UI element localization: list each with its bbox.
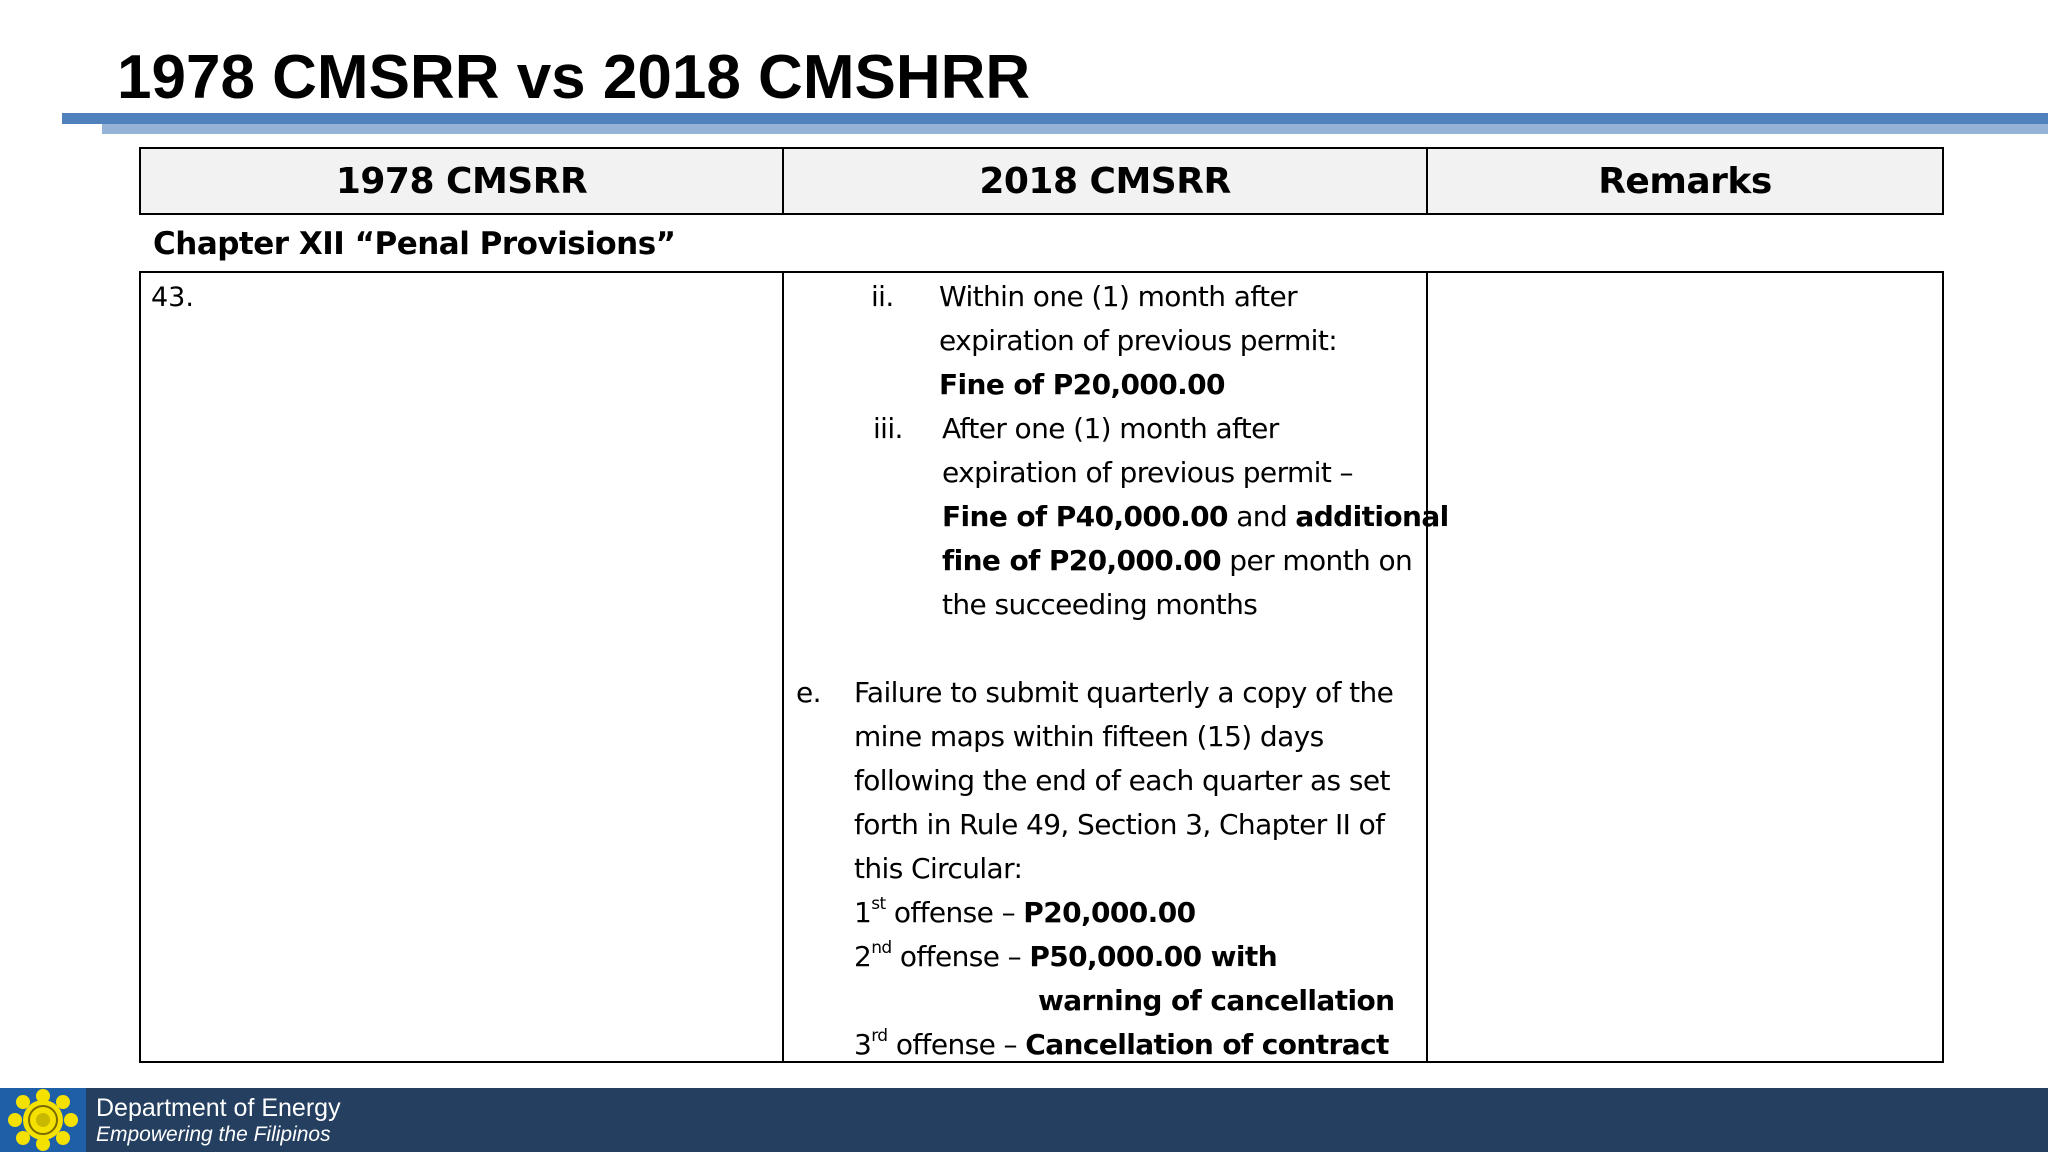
item-e-line-2: mine maps within fifteen (15) days <box>854 720 1324 753</box>
offense-3-penalty: Cancellation of contract <box>1025 1028 1389 1061</box>
item-ii-line-1: Within one (1) month after <box>939 280 1297 313</box>
offense-1-penalty: P20,000.00 <box>1023 896 1196 929</box>
list-marker-e: e. <box>796 676 821 709</box>
item-iii-conjunction: and <box>1227 500 1296 533</box>
chapter-heading: Chapter XII “Penal Provisions” <box>153 226 676 262</box>
title-underline-light <box>102 124 2048 134</box>
department-slogan: Empowering the Filipinos <box>96 1123 331 1146</box>
item-e-line-1: Failure to submit quarterly a copy of the <box>854 676 1394 709</box>
item-e-line-3: following the end of each quarter as set <box>854 764 1390 797</box>
item-iii-per-month: per month on <box>1221 544 1413 577</box>
item-iii-line-4 <box>942 539 1412 583</box>
offense-2-penalty: P50,000.00 with <box>1029 940 1278 973</box>
item-ii-line-2: expiration of previous permit: <box>939 324 1338 357</box>
department-name: Department of Energy <box>96 1094 341 1122</box>
item-ii-fine: Fine of P20,000.00 <box>939 368 1225 401</box>
column-header-1978: 1978 CMSRR <box>139 147 784 215</box>
item-number: 43. <box>151 282 194 313</box>
page-title: 1978 CMSRR vs 2018 CMSHRR <box>117 43 1031 112</box>
column-header-2018: 2018 CMSRR <box>782 147 1428 215</box>
item-iii-line-1: After one (1) month after <box>942 412 1279 445</box>
item-iii-line-5: the succeeding months <box>942 588 1258 621</box>
title-underline-dark <box>62 113 2048 124</box>
cell-1978 <box>139 271 784 1063</box>
footer-bar <box>0 1088 2048 1152</box>
offense-1: 1st offense – P20,000.00 <box>854 893 1196 929</box>
offense-2: 2nd offense – P50,000.00 with <box>854 937 1278 973</box>
item-e-line-5: this Circular: <box>854 852 1023 885</box>
offense-3: 3rd offense – Cancellation of contract <box>854 1025 1389 1061</box>
item-iii-additional-fine: fine of P20,000.00 <box>942 544 1221 577</box>
item-iii-additional: additional <box>1295 500 1449 533</box>
item-iii-fine: Fine of P40,000.00 <box>942 500 1228 533</box>
item-iii-line-2: expiration of previous permit – <box>942 456 1353 489</box>
list-marker-iii: iii. <box>873 412 903 445</box>
offense-2-penalty-cont: warning of cancellation <box>1038 984 1395 1017</box>
department-of-energy-seal-icon <box>0 1088 86 1152</box>
list-marker-ii: ii. <box>871 280 894 313</box>
item-e-line-4: forth in Rule 49, Section 3, Chapter II of <box>854 808 1385 841</box>
column-header-remarks: Remarks <box>1426 147 1944 215</box>
cell-remarks <box>1426 271 1944 1063</box>
item-iii-line-3 <box>942 495 1449 539</box>
cell-2018 <box>782 271 1449 1063</box>
